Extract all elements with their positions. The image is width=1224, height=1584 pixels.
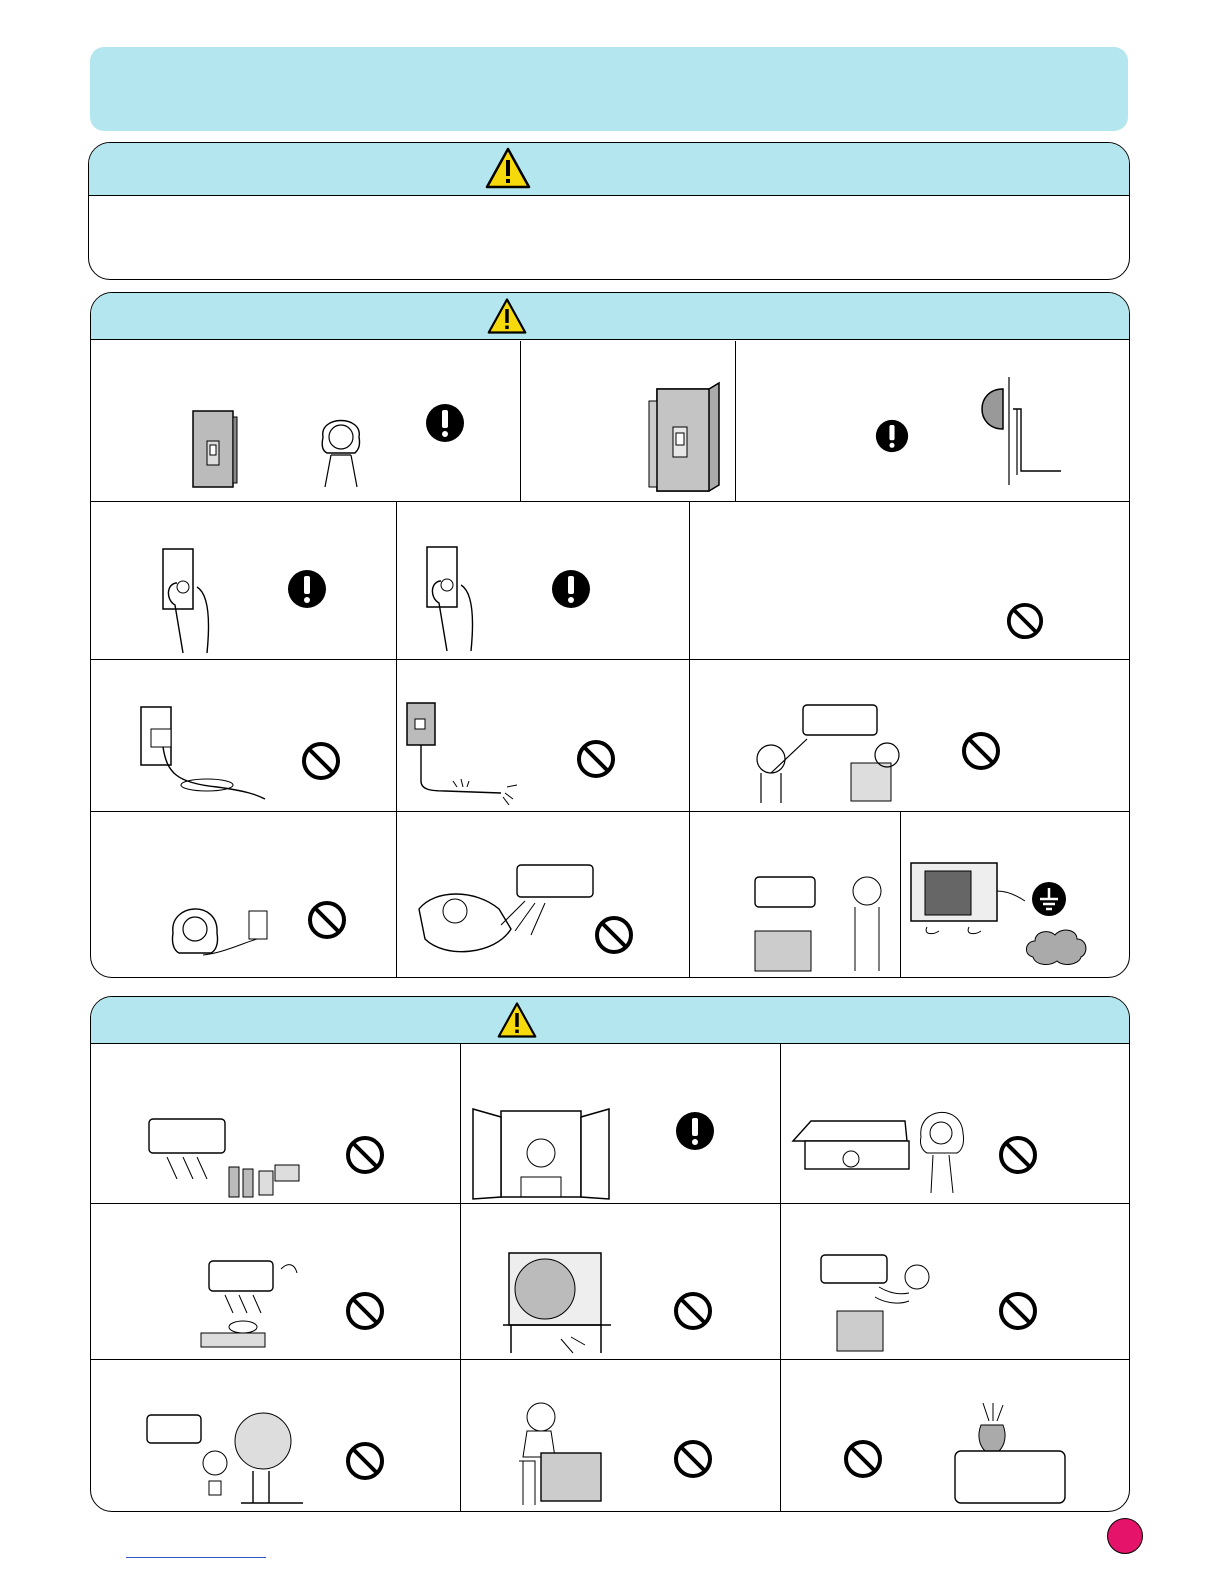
circuit-breaker-illustration xyxy=(647,381,723,495)
col-divider xyxy=(900,811,901,978)
prohibition-icon xyxy=(576,739,616,779)
row-divider xyxy=(91,501,1130,502)
vase-on-unit-illustration xyxy=(953,1401,1069,1507)
hands-in-unit-illustration xyxy=(751,861,891,975)
warning-triangle-icon xyxy=(497,1001,537,1039)
prohibition-icon xyxy=(307,900,347,940)
prohibition-icon xyxy=(673,1439,713,1479)
exclamation-icon xyxy=(551,569,591,609)
hand-plug-illustration xyxy=(421,541,485,653)
boy-on-unit-illustration xyxy=(515,1401,605,1507)
page-marker xyxy=(1107,1518,1143,1554)
girl-illustration xyxy=(311,407,371,489)
title-banner xyxy=(90,47,1128,131)
exclamation-icon xyxy=(287,569,327,609)
prohibition-icon xyxy=(673,1291,713,1331)
girl-socket-illustration xyxy=(163,893,273,978)
prohibition-icon xyxy=(843,1439,883,1479)
notice-panel xyxy=(88,142,1130,280)
prohibition-icon xyxy=(961,731,1001,771)
exclamation-icon xyxy=(875,419,909,453)
col-divider xyxy=(689,501,690,978)
prohibition-icon xyxy=(1006,602,1044,640)
row-divider xyxy=(91,659,1130,660)
prohibition-icon xyxy=(594,915,634,955)
plug-cord-illustration xyxy=(137,703,267,803)
outdoor-unit-stand-illustration xyxy=(501,1249,613,1357)
notice-panel-header xyxy=(89,143,1129,196)
caution-panel-header xyxy=(91,997,1129,1044)
prohibition-icon xyxy=(998,1135,1038,1175)
warning-panel xyxy=(90,292,1130,978)
warning-panel-header xyxy=(91,293,1129,340)
col-divider xyxy=(520,341,521,501)
prohibition-icon xyxy=(345,1135,385,1175)
row-divider xyxy=(91,811,1130,812)
unit-stove-illustration xyxy=(199,1251,303,1355)
col-divider xyxy=(460,1043,461,1512)
caution-panel xyxy=(90,996,1130,1512)
row-divider xyxy=(91,1203,1130,1204)
girl-spray-illustration xyxy=(819,1253,943,1357)
prohibition-icon xyxy=(301,741,341,781)
smoke-cloud-illustration xyxy=(1023,927,1089,967)
children-poking-unit-illustration xyxy=(751,703,931,811)
exclamation-icon xyxy=(675,1111,715,1151)
col-divider xyxy=(396,501,397,978)
col-divider xyxy=(735,341,736,501)
warning-triangle-icon xyxy=(485,147,531,189)
hand-plug-illustration xyxy=(157,543,221,655)
circuit-breaker-illustration xyxy=(191,407,239,491)
girl-unit-illustration xyxy=(791,1097,975,1197)
unit-plants-illustration xyxy=(145,1411,305,1505)
col-divider xyxy=(780,1043,781,1512)
warning-triangle-icon xyxy=(487,297,527,335)
prohibition-icon xyxy=(345,1291,385,1331)
unit-food-illustration xyxy=(147,1109,303,1201)
damaged-cord-illustration xyxy=(405,701,535,805)
ground-icon xyxy=(1031,881,1067,917)
wall-pipe-illustration xyxy=(975,375,1065,487)
window-girl-illustration xyxy=(471,1107,611,1201)
footer-link-underline[interactable] xyxy=(126,1557,266,1558)
exclamation-icon xyxy=(425,403,465,443)
prohibition-icon xyxy=(345,1441,385,1481)
outdoor-unit-ground-illustration xyxy=(909,861,1029,957)
prohibition-icon xyxy=(998,1291,1038,1331)
row-divider xyxy=(91,1359,1130,1360)
baby-cradle-illustration xyxy=(415,859,595,969)
